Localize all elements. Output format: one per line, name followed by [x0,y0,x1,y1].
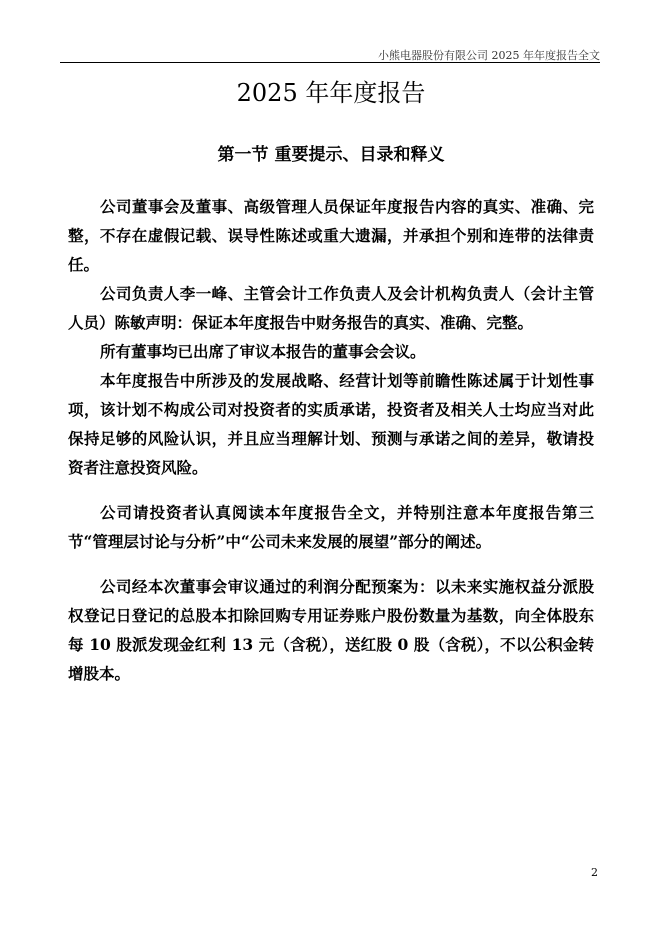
paragraph-read-notice: 公司请投资者认真阅读本年度报告全文，并特别注意本年度报告第三节“管理层讨论与分析”中“公司未来发展的展望”部分的阐述。 [68,503,594,551]
paragraph-responsible-persons: 公司负责人李一峰、主管会计工作负责人及会计机构负责人（会计主管人员）陈敏声明：保证本年度报告中财务报告的真实、准确、完整。 [68,284,594,332]
page-number: 2 [591,866,598,879]
paragraph-board-guarantee: 公司董事会及董事、高级管理人员保证年度报告内容的真实、准确、完整，不存在虚假记载、误导性陈述或重大遗漏，并承担个别和连带的法律责任。 [68,197,594,274]
header-divider [60,62,600,63]
running-header: 小熊电器股份有限公司 2025 年年度报告全文 [378,49,600,62]
report-title: 2025 年年度报告 [236,79,426,107]
body-text [68,192,594,688]
paragraph-attendance: 所有董事均已出席了审议本报告的董事会会议。 [100,342,426,361]
paragraph-forward-looking: 本年度报告中所涉及的发展战略、经营计划等前瞻性陈述属于计划性事项，该计划不构成公司对投资者的实质承诺，投资者及相关人士均应当对此保持足够的风险认识，并且应当理解计划、预测与承诺之间的差异，敬请投资者注意投资风险。 [68,371,594,477]
section-heading: 第一节 重要提示、目录和释义 [217,145,445,165]
paragraph-profit-distribution: 公司经本次董事会审议通过的利润分配预案为：以未来实施权益分派股权登记日登记的总股本扣除回购专用证券账户股份数量为基数，向全体股东每 10 股派发现金红利 13 元（含税），送红股 0 股（含税），不以公积金转增股本。 [68,577,594,683]
